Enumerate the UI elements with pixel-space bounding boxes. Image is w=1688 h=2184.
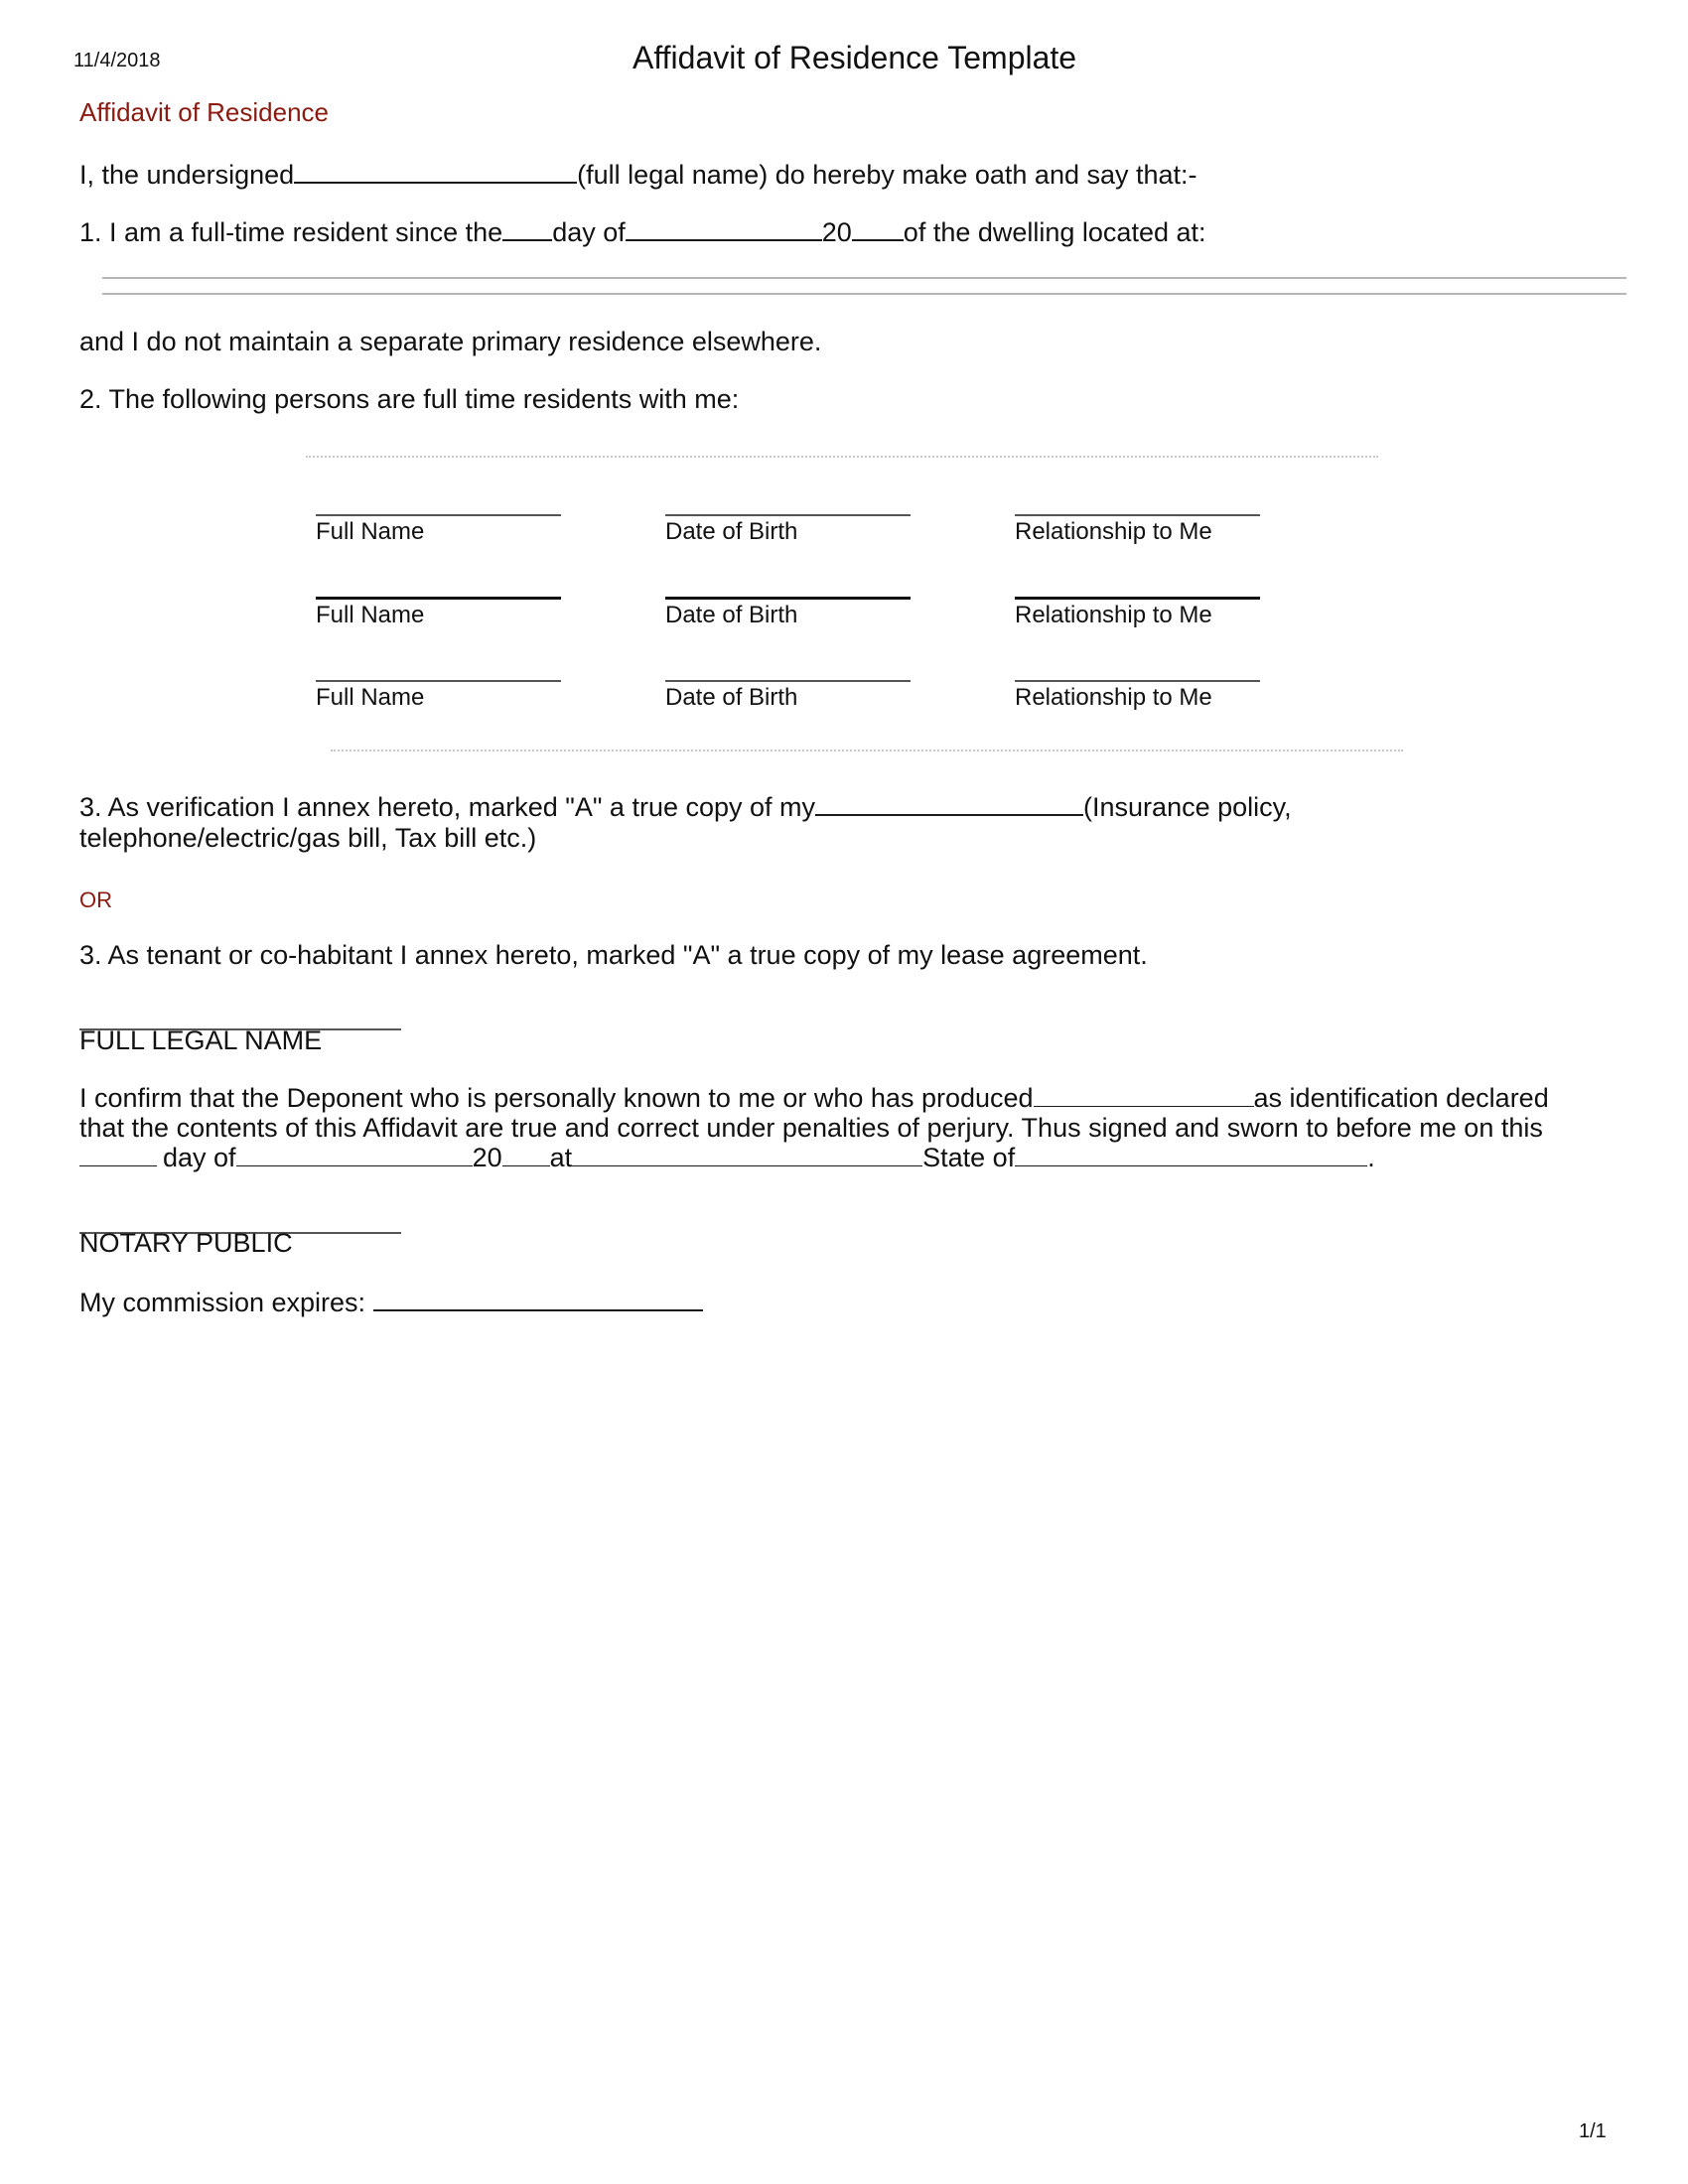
intro-line xyxy=(79,159,1197,191)
resident-1-dob-label: Date of Birth xyxy=(665,518,798,545)
identification-blank[interactable] xyxy=(1034,1084,1254,1107)
resident-3-relationship-label: Relationship to Me xyxy=(1015,684,1212,711)
address-line-1[interactable] xyxy=(102,277,1626,279)
p1-text-c: 20 xyxy=(821,217,852,247)
full-legal-name-label: FULL LEGAL NAME xyxy=(79,1025,323,1055)
resident-1-relationship-line[interactable] xyxy=(1015,514,1260,516)
resident-1-name-line[interactable] xyxy=(316,514,561,516)
resident-3-relationship-line[interactable] xyxy=(1015,680,1260,682)
sworn-year-blank[interactable] xyxy=(502,1144,550,1166)
p1-text-b: day of xyxy=(552,217,626,247)
or-label: OR xyxy=(79,887,112,912)
paragraph-1 xyxy=(79,216,1206,248)
confirm-day-text: day of xyxy=(163,1143,236,1172)
notary-public-label: NOTARY PUBLIC xyxy=(79,1228,293,1258)
intro-text-pre: I, the undersigned xyxy=(79,160,295,190)
sworn-location-blank[interactable] xyxy=(572,1144,922,1166)
p3a-text-post: (Insurance policy, xyxy=(1083,792,1292,822)
confirm-line-1 xyxy=(79,1082,1549,1114)
address-line-2[interactable] xyxy=(102,293,1626,295)
residents-top-divider xyxy=(306,456,1378,458)
verification-document-blank[interactable] xyxy=(815,792,1083,816)
paragraph-3a xyxy=(79,791,1292,823)
confirm-line-3 xyxy=(79,1142,1375,1173)
resident-3-name-line[interactable] xyxy=(316,680,561,682)
resident-2-name-line[interactable] xyxy=(316,597,561,600)
resident-2-relationship-label: Relationship to Me xyxy=(1015,602,1212,628)
page-number: 1/1 xyxy=(1579,2120,1607,2142)
print-date: 11/4/2018 xyxy=(73,50,161,71)
confirm-end-text: . xyxy=(1367,1143,1375,1172)
p1-text-a: 1. I am a full-time resident since the xyxy=(79,217,503,247)
paragraph-3a-line-2: telephone/electric/gas bill, Tax bill etc.) xyxy=(79,823,537,853)
resident-2-dob-line[interactable] xyxy=(665,597,911,600)
resident-2-relationship-line[interactable] xyxy=(1015,597,1260,600)
p3a-text-pre: 3. As verification I annex hereto, marked "A" a true copy of my xyxy=(79,792,816,822)
confirm-state-text: State of xyxy=(922,1143,1016,1172)
resident-day-blank[interactable] xyxy=(502,217,552,241)
resident-1-name-label: Full Name xyxy=(316,518,425,545)
resident-month-blank[interactable] xyxy=(626,217,822,241)
sworn-state-blank[interactable] xyxy=(1015,1144,1367,1166)
confirm-line-2: that the contents of this Affidavit are true and correct under penalties of perjury. Thus signed and sworn to before me on this xyxy=(79,1113,1543,1143)
resident-2-dob-label: Date of Birth xyxy=(665,602,798,628)
resident-3-name-label: Full Name xyxy=(316,684,425,711)
sworn-day-blank[interactable] xyxy=(79,1144,157,1166)
resident-1-dob-line[interactable] xyxy=(665,514,911,516)
document-heading: Affidavit of Residence xyxy=(79,97,329,127)
confirm-20-text: 20 xyxy=(472,1143,502,1172)
resident-1-relationship-label: Relationship to Me xyxy=(1015,518,1212,545)
paragraph-1-end: and I do not maintain a separate primary residence elsewhere. xyxy=(79,327,822,356)
resident-2-name-label: Full Name xyxy=(316,602,425,628)
confirm-text-b: as identification declared xyxy=(1253,1083,1549,1113)
residents-bottom-divider xyxy=(331,750,1403,751)
confirm-text-a: I confirm that the Deponent who is personally known to me or who has produced xyxy=(79,1083,1034,1113)
intro-text-post: (full legal name) do hereby make oath and say that:- xyxy=(577,160,1197,190)
full-legal-name-blank[interactable] xyxy=(294,160,577,184)
page-title: Affidavit of Residence Template xyxy=(633,40,1077,75)
p1-text-d: of the dwelling located at: xyxy=(903,217,1206,247)
paragraph-2: 2. The following persons are full time residents with me: xyxy=(79,384,740,414)
resident-3-dob-label: Date of Birth xyxy=(665,684,798,711)
commission-expires-line xyxy=(79,1287,703,1318)
paragraph-3b: 3. As tenant or co-habitant I annex hereto, marked "A" a true copy of my lease agreement. xyxy=(79,940,1148,970)
commission-expires-blank[interactable] xyxy=(373,1288,703,1311)
resident-3-dob-line[interactable] xyxy=(665,680,911,682)
resident-year-blank[interactable] xyxy=(852,217,904,241)
commission-expires-label: My commission expires: xyxy=(79,1288,366,1317)
confirm-at-text: at xyxy=(549,1143,573,1172)
sworn-month-blank[interactable] xyxy=(236,1144,473,1166)
